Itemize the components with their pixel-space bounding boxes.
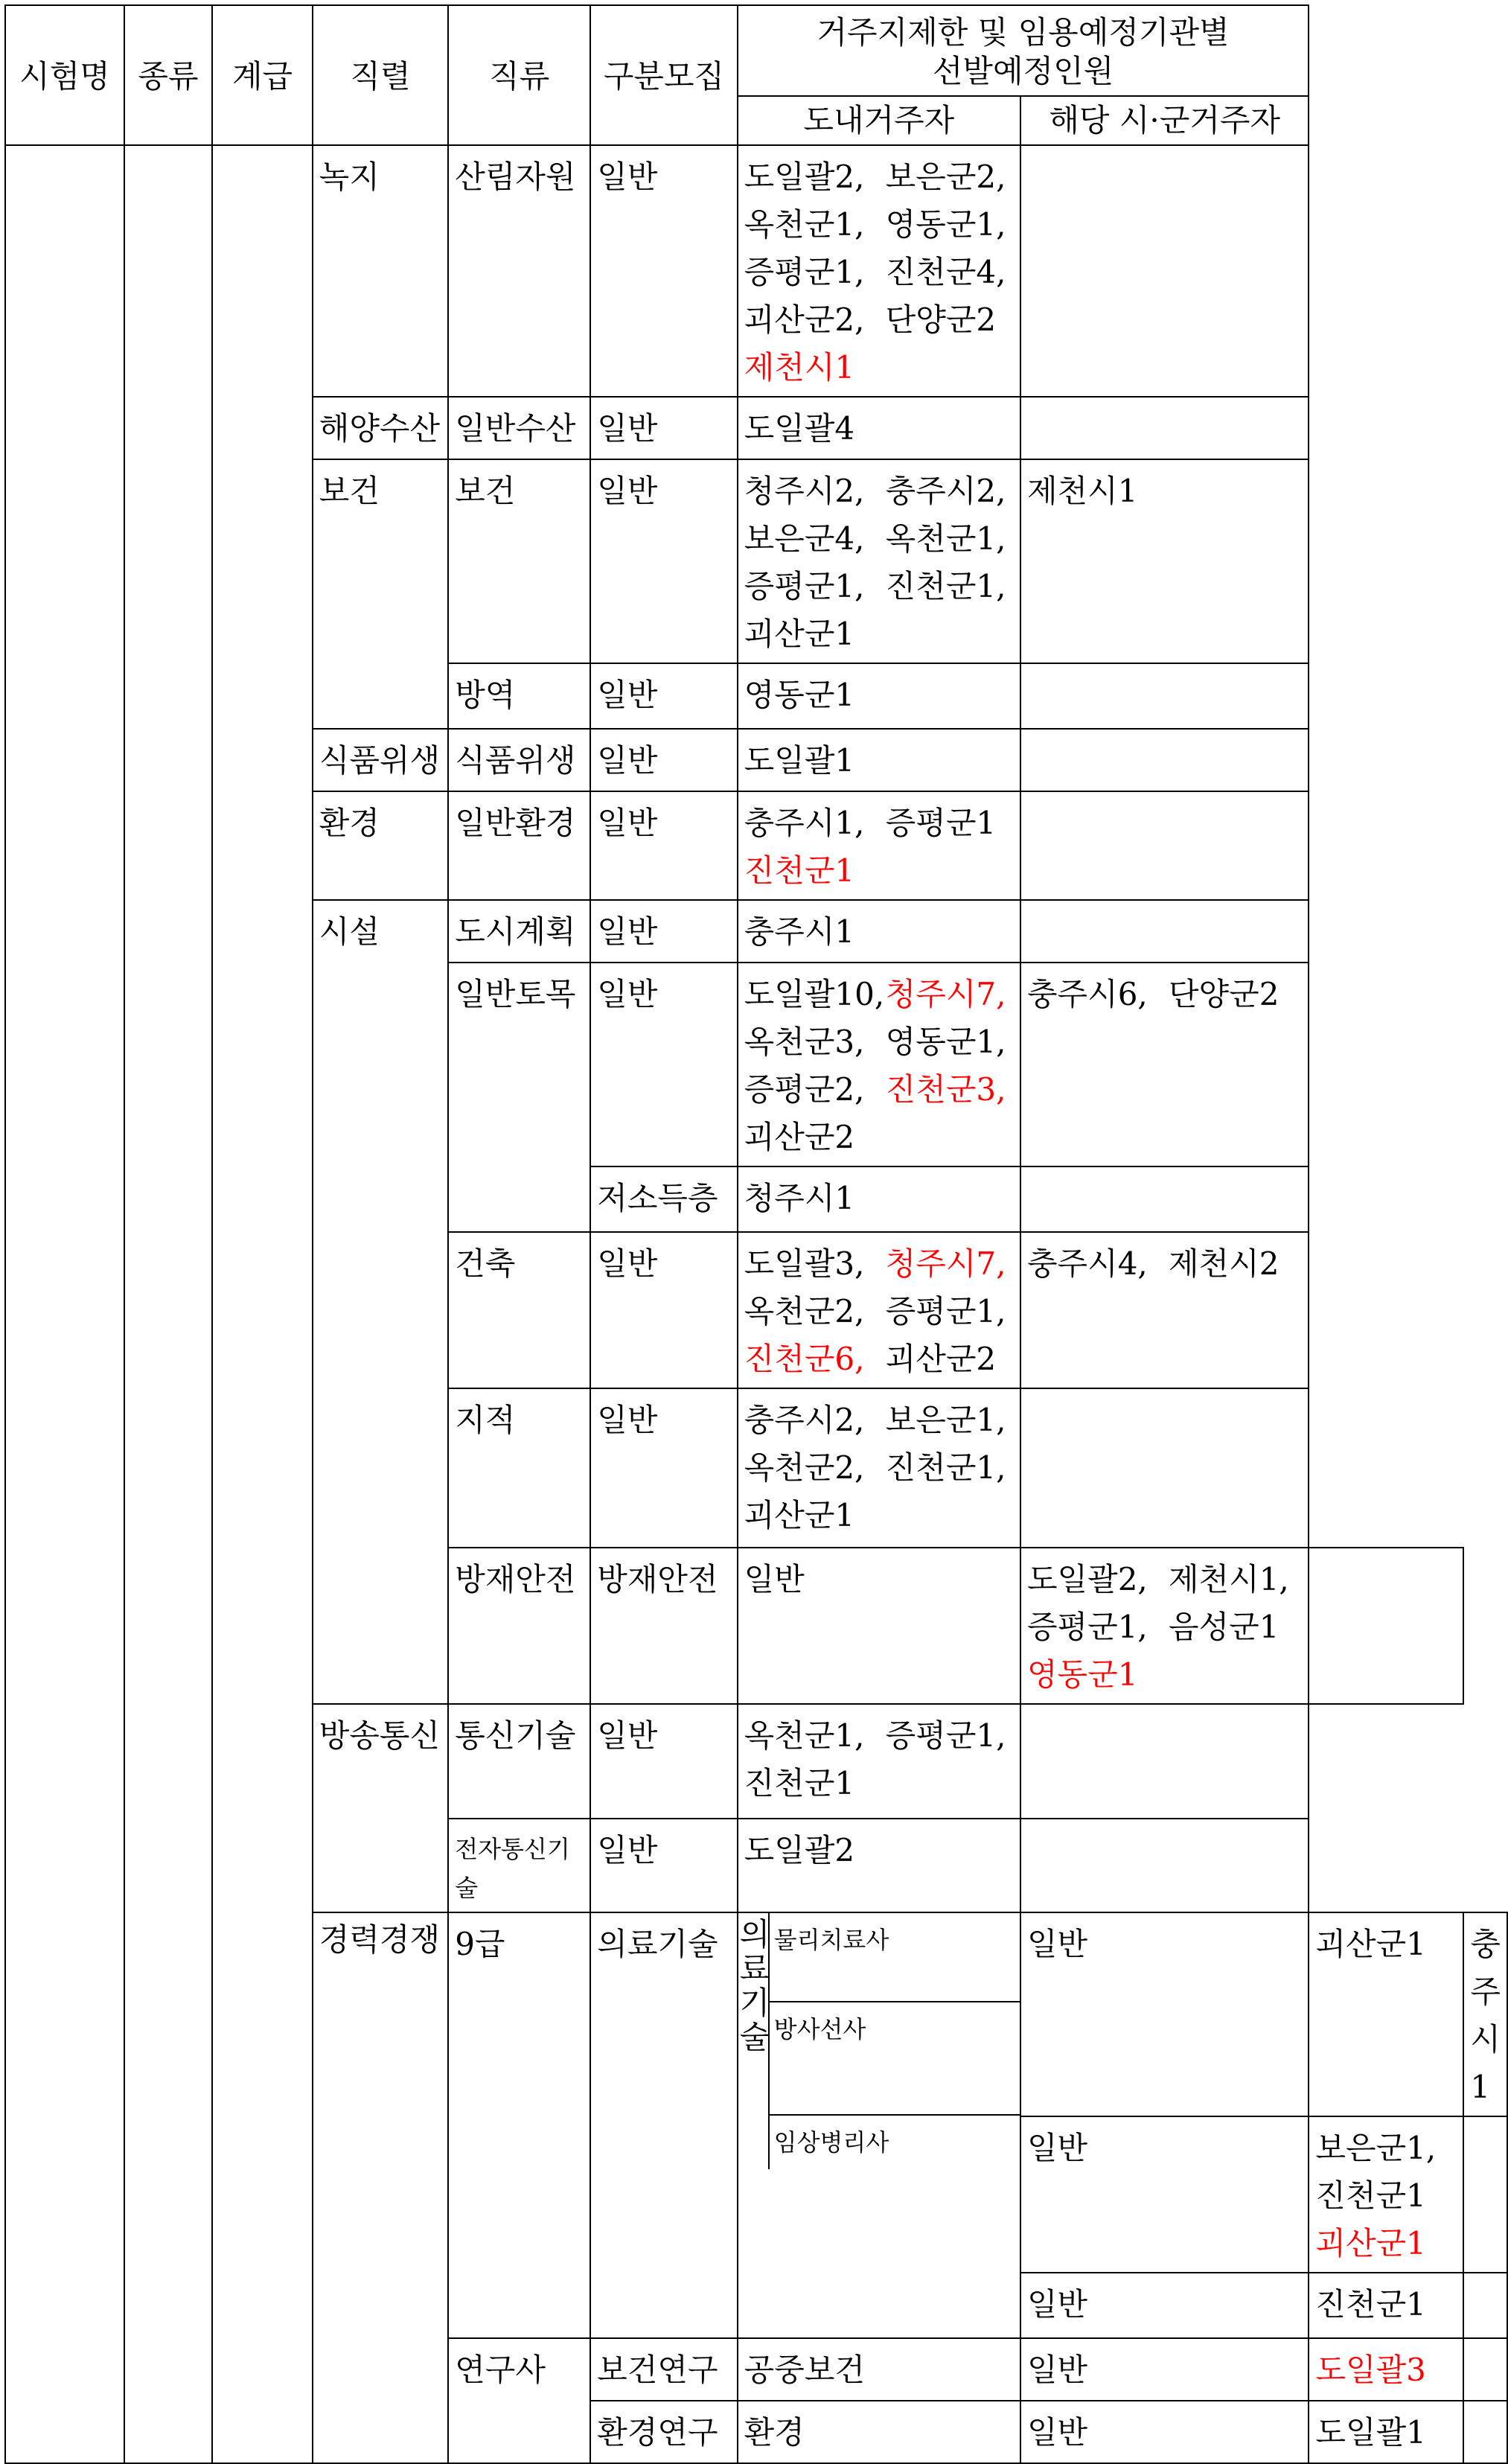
in-province-cell (738, 963, 1020, 1166)
list-item: 옥천군1, (744, 1717, 865, 1754)
header-local-resident: 해당 시·군거주자 (1020, 96, 1309, 145)
local-resident-cell (1309, 1548, 1463, 1704)
list-item: 청주시7, (885, 976, 1006, 1012)
list-item: 진천군1 (744, 1765, 855, 1801)
recruit-cell: 일반 (590, 145, 737, 397)
in-province-cell (738, 791, 1020, 900)
header-series: 직렬 (313, 5, 448, 145)
list-item: 제천시1, (1168, 1561, 1289, 1598)
list-item: 진천군1 (744, 852, 855, 889)
list-item: 증평군2, (744, 1071, 865, 1108)
list-item: 단양군2 (1168, 976, 1279, 1012)
recruit-cell: 일반 (590, 900, 737, 963)
list-item: 제천시1 (1026, 473, 1138, 509)
series-cell: 환경연구 (590, 2401, 737, 2463)
in-province-cell (738, 729, 1020, 791)
recruit-cell: 일반 (590, 729, 737, 791)
local-resident-cell (1020, 900, 1309, 963)
header-in-province: 도내거주자 (738, 96, 1020, 145)
local-resident-cell (1020, 1819, 1309, 1912)
recruit-cell: 일반 (590, 663, 737, 729)
list-item: 단양군2 (885, 301, 997, 338)
local-resident-cell (1020, 1166, 1309, 1232)
list-item: 증평군1, (885, 1717, 1006, 1754)
category-cell: 일반환경 (448, 791, 590, 900)
header-kind: 종류 (124, 5, 213, 145)
list-item: 충주시2, (885, 473, 1006, 509)
local-resident-cell (1020, 1704, 1309, 1819)
in-province-cell (1309, 2116, 1463, 2273)
recruit-cell: 일반 (590, 397, 737, 459)
header-selection-title (738, 5, 1309, 96)
local-resident-cell (1020, 963, 1309, 1166)
category-cell: 도시계획 (448, 900, 590, 963)
list-item: 옥천군2, (744, 1449, 865, 1486)
in-province-cell (738, 1819, 1020, 1912)
recruit-cell: 일반 (1020, 2338, 1309, 2401)
list-item: 진천군6, (744, 1341, 865, 1377)
local-resident-cell (1020, 145, 1309, 397)
list-item: 영동군1, (885, 1024, 1006, 1060)
series-cell: 방재안전 (448, 1548, 590, 1704)
list-item: 진천군1 (1315, 2286, 1426, 2323)
list-item: 충주시4, (1026, 1245, 1148, 1282)
category-cell: 공중보건 (738, 2338, 1020, 2401)
local-resident-cell (1463, 2273, 1507, 2338)
list-item: 음성군1 (1168, 1609, 1279, 1645)
list-item: 괴산군2, (744, 301, 865, 338)
list-item: 괴산군1 (744, 616, 855, 652)
category-cell: 지적 (448, 1388, 590, 1548)
series-cell: 환경 (313, 791, 448, 900)
category-cell: 물리치료사 (770, 1913, 1020, 2002)
list-item: 괴산군1 (1315, 1926, 1426, 1962)
in-province-cell (1309, 2273, 1463, 2338)
list-item: 제천시2 (1168, 1245, 1279, 1282)
category-cell: 산림자원 (448, 145, 590, 397)
local-resident-cell (1463, 2338, 1507, 2401)
local-resident-cell (1020, 1388, 1309, 1548)
category-group-cell (738, 1912, 1020, 2338)
category-cell: 방역 (448, 663, 590, 729)
in-province-cell (738, 459, 1020, 663)
recruit-cell: 일반 (590, 1232, 737, 1388)
list-item: 영동군1 (744, 677, 855, 713)
list-item: 도일괄3, (744, 1245, 865, 1282)
list-item: 청주시2, (744, 473, 865, 509)
local-resident-cell (1020, 729, 1309, 791)
category-cell: 보건 (448, 459, 590, 663)
recruit-cell: 일반 (590, 1388, 737, 1548)
in-province-cell (738, 1166, 1020, 1232)
list-item: 진천군1, (885, 1449, 1006, 1486)
list-item: 증평군1, (1026, 1609, 1148, 1645)
local-resident-cell (1463, 2116, 1507, 2273)
list-item: 도일괄10, (744, 976, 885, 1012)
recruit-cell: 일반 (738, 1548, 1020, 1704)
list-item: 괴산군1 (1315, 2225, 1426, 2262)
list-item: 충주시1, (744, 805, 865, 841)
list-item: 청주시7, (885, 1245, 1006, 1282)
grade-cell: 연구사 (448, 2338, 590, 2463)
kind-cell (124, 145, 213, 2463)
series-cell: 식품위생 (313, 729, 448, 791)
recruit-cell: 일반 (1020, 1912, 1309, 2116)
recruit-cell: 일반 (1020, 2273, 1309, 2338)
in-province-cell (1020, 1548, 1309, 1704)
list-item: 도일괄1 (744, 742, 855, 779)
grade-cell (212, 145, 312, 2463)
recruit-cell: 일반 (590, 1704, 737, 1819)
list-item: 진천군1, (885, 568, 1006, 604)
list-item: 영동군1 (1026, 1656, 1138, 1693)
category-cell: 일반수산 (448, 397, 590, 459)
list-item: 충주시6, (1026, 976, 1148, 1012)
header-category: 직류 (448, 5, 590, 145)
list-item: 옥천군3, (744, 1024, 865, 1060)
list-item: 증평군1, (744, 568, 865, 604)
in-province-cell (738, 145, 1020, 397)
list-item: 옥천군1, (744, 206, 865, 243)
recruit-cell: 일반 (590, 791, 737, 900)
exam-cell (5, 145, 124, 2463)
recruit-cell: 일반 (590, 1819, 737, 1912)
list-item: 도일괄2 (744, 1832, 855, 1868)
series-cell: 방송통신 (313, 1704, 448, 1912)
header-selection-title-line2: 선발예정인원 (932, 53, 1114, 89)
series-cell: 보건 (313, 459, 448, 729)
in-province-cell (1309, 2401, 1463, 2463)
list-item: 보은군2, (885, 159, 1006, 195)
list-item: 도일괄3 (1315, 2352, 1426, 2388)
recruitment-table (4, 4, 1508, 2464)
series-cell: 녹지 (313, 145, 448, 397)
local-resident-cell (1020, 397, 1309, 459)
list-item: 옥천군2, (744, 1293, 865, 1330)
category-group-label: 의료기술 (738, 1913, 770, 2169)
list-item: 진천군4, (885, 254, 1006, 290)
in-province-cell (738, 1388, 1020, 1548)
table-row (5, 145, 1507, 397)
list-item: 제천시1 (744, 349, 855, 386)
recruit-cell: 일반 (590, 963, 737, 1166)
list-item: 보은군1, (885, 1402, 1006, 1438)
list-item: 괴산군2 (744, 1119, 855, 1155)
in-province-cell (738, 663, 1020, 729)
list-item: 괴산군1 (744, 1497, 855, 1533)
local-resident-cell (1020, 1232, 1309, 1388)
list-item: 충주시2, (744, 1402, 865, 1438)
category-cell: 방재안전 (590, 1548, 737, 1704)
list-item: 도일괄4 (744, 410, 855, 447)
list-item: 보은군1, (1315, 2130, 1437, 2166)
list-item: 도일괄2, (744, 159, 865, 195)
list-item: 청주시1 (744, 1180, 855, 1216)
category-cell: 식품위생 (448, 729, 590, 791)
header-grade: 계급 (212, 5, 312, 145)
local-resident-cell (1463, 2401, 1507, 2463)
in-province-cell (738, 900, 1020, 963)
list-item: 옥천군1, (885, 520, 1006, 557)
local-resident-cell (1020, 791, 1309, 900)
in-province-cell (738, 1232, 1020, 1388)
in-province-cell (1309, 1912, 1463, 2116)
category-cell: 임상병리사 (773, 2128, 889, 2157)
list-item: 진천군1 (1315, 2177, 1426, 2214)
in-province-cell (738, 397, 1020, 459)
list-item: 영동군1, (885, 206, 1006, 243)
category-cell: 방사선사 (770, 2002, 1020, 2116)
recruit-cell: 일반 (1020, 2401, 1309, 2463)
header-selection-title-line1: 거주지제한 및 임용예정기관별 (817, 14, 1230, 51)
series-cell: 의료기술 (590, 1912, 737, 2338)
series-cell: 시설 (313, 900, 448, 1704)
in-province-cell (1309, 2338, 1463, 2401)
grade-cell: 9급 (448, 1912, 590, 2338)
list-item: 증평군1, (744, 254, 865, 290)
list-item: 증평군1 (885, 805, 997, 841)
recruit-cell: 일반 (590, 459, 737, 663)
category-cell: 통신기술 (448, 1704, 590, 1819)
list-item: 진천군3, (885, 1071, 1006, 1108)
list-item: 충주시1 (1470, 1926, 1501, 2105)
series-cell: 해양수산 (313, 397, 448, 459)
category-cell: 일반토목 (448, 963, 590, 1232)
list-item: 도일괄2, (1026, 1561, 1148, 1598)
category-cell: 전자통신기술 (448, 1819, 590, 1912)
recruit-cell: 저소득층 (590, 1166, 737, 1232)
local-resident-cell (1020, 663, 1309, 729)
header-exam: 시험명 (5, 5, 124, 145)
category-cell: 건축 (448, 1232, 590, 1388)
kind-cell: 경력경쟁 (313, 1912, 448, 2463)
header-recruit: 구분모집 (590, 5, 737, 145)
category-cell: 환경 (738, 2401, 1020, 2463)
list-item: 충주시1 (744, 913, 855, 950)
list-item: 도일괄1 (1315, 2414, 1426, 2451)
series-cell: 보건연구 (590, 2338, 737, 2401)
local-resident-cell (1463, 1912, 1507, 2116)
list-item: 보은군4, (744, 520, 865, 557)
local-resident-cell (1020, 459, 1309, 663)
list-item: 증평군1, (885, 1293, 1006, 1330)
recruit-cell: 일반 (1020, 2116, 1309, 2273)
list-item: 괴산군2 (885, 1341, 997, 1377)
in-province-cell (738, 1704, 1020, 1819)
